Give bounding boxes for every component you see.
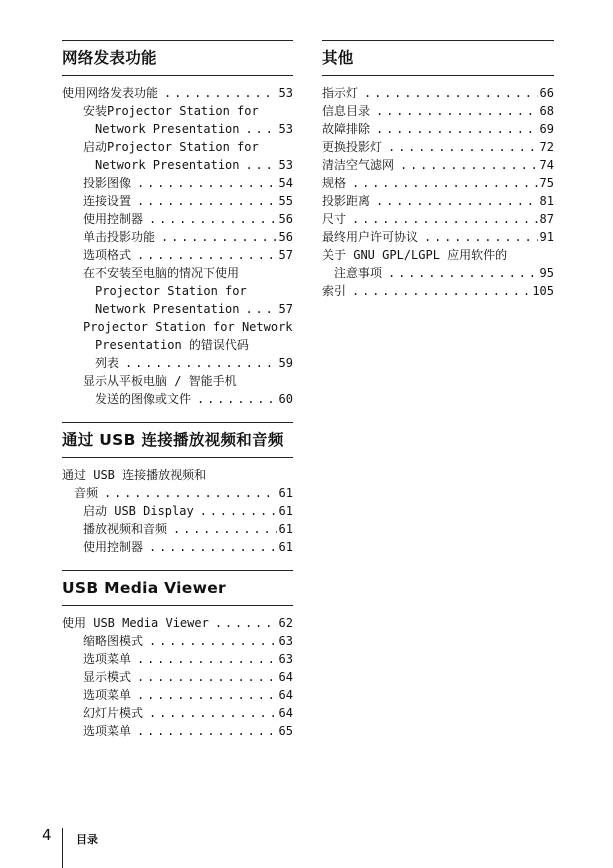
section-title-rule: [62, 457, 293, 458]
toc-entry[interactable]: [62, 246, 293, 264]
toc-right-column: [322, 40, 554, 300]
toc-page-number: 81: [539, 194, 554, 208]
footer-section-label: 目录: [76, 833, 98, 846]
toc-page-number: 64: [278, 688, 293, 702]
toc-page-number: 74: [539, 158, 554, 172]
toc-entry-line: [62, 138, 293, 156]
dot-leader: [137, 668, 277, 686]
section-title-rule: [62, 75, 293, 76]
toc-entry-line: [62, 102, 293, 120]
toc-entry-title: 幻灯片模式: [83, 706, 144, 720]
dot-leader: [149, 210, 277, 228]
toc-entry-line: [322, 84, 554, 102]
toc-entry-title: 连接设置: [83, 194, 132, 208]
toc-entry-line: [62, 538, 293, 556]
toc-entry[interactable]: [62, 318, 293, 372]
toc-entry-line: [62, 650, 293, 668]
dot-leader: [246, 300, 277, 318]
section-top-rule: [62, 570, 293, 571]
section-title-rule: [62, 605, 293, 606]
toc-entry-title: Network Presentation: [95, 302, 240, 316]
toc-entry[interactable]: [322, 192, 554, 210]
toc-entry-title: Network Presentation: [95, 158, 240, 172]
section-title: USB Media Viewer: [62, 579, 226, 597]
toc-entry-title: 选项菜单: [83, 688, 132, 702]
dot-leader: [400, 156, 538, 174]
toc-entry-line: [62, 174, 293, 192]
dot-leader: [376, 192, 538, 210]
toc-entry-line: [62, 372, 293, 390]
toc-entry[interactable]: [322, 138, 554, 156]
toc-entry-title: 播放视频和音频: [83, 522, 168, 536]
toc-entry-line: [62, 722, 293, 740]
section-top-rule: [62, 422, 293, 423]
section-title: 通过 USB 连接播放视频和音频: [62, 431, 284, 449]
dot-leader: [137, 686, 277, 704]
toc-entry-line: [62, 502, 293, 520]
toc-entry[interactable]: [322, 210, 554, 228]
toc-page-number: 61: [278, 504, 293, 518]
toc-entry[interactable]: [62, 632, 293, 650]
toc-entry-line: [322, 192, 554, 210]
toc-section: [322, 40, 554, 300]
toc-entry[interactable]: [62, 210, 293, 228]
toc-page-number: 60: [278, 392, 293, 406]
dot-leader: [149, 538, 277, 556]
toc-page-number: 63: [278, 652, 293, 666]
toc-entry-title: Network Presentation: [95, 122, 240, 136]
section-gap: [62, 556, 293, 570]
section-title-rule: [322, 75, 554, 76]
toc-entry-line: [62, 614, 293, 632]
toc-page-number: 64: [278, 706, 293, 720]
footer-divider: [62, 828, 63, 868]
toc-entry-title: Projector Station for: [95, 284, 247, 298]
toc-entry-title: 显示从平板电脑 / 智能手机: [83, 374, 237, 388]
toc-entry-title: Presentation 的错误代码: [95, 338, 249, 352]
dot-leader: [376, 102, 538, 120]
dot-leader: [137, 246, 277, 264]
toc-entry-line: [322, 156, 554, 174]
toc-page-number: 87: [539, 212, 554, 226]
dot-leader: [388, 264, 538, 282]
dot-leader: [197, 390, 277, 408]
toc-entry[interactable]: [62, 192, 293, 210]
toc-entry-title: 通过 USB 连接播放视频和: [62, 468, 207, 482]
dot-leader: [161, 228, 277, 246]
toc-entry-line: [62, 282, 293, 300]
toc-entry-title: 启动 USB Display: [83, 504, 194, 518]
toc-page-number: 54: [278, 176, 293, 190]
toc-entry-title: 安装Projector Station for: [83, 104, 259, 118]
toc-page-number: 61: [278, 522, 293, 536]
toc-entry[interactable]: [62, 686, 293, 704]
toc-page-number: 69: [539, 122, 554, 136]
toc-page-number: 63: [278, 634, 293, 648]
toc-section: [62, 570, 293, 740]
toc-entry[interactable]: [62, 704, 293, 722]
toc-entry-title: 注意事项: [334, 266, 383, 280]
toc-entry-title: 列表: [95, 356, 120, 370]
dot-leader: [164, 84, 277, 102]
toc-entry-title: 信息目录: [322, 104, 371, 118]
toc-entry[interactable]: [62, 538, 293, 556]
toc-entry[interactable]: [62, 668, 293, 686]
toc-entry[interactable]: [62, 174, 293, 192]
page-number: 4: [42, 826, 52, 844]
toc-entry-line: [62, 668, 293, 686]
toc-page-number: 53: [278, 158, 293, 172]
toc-entry-line: [62, 484, 293, 502]
toc-entry[interactable]: [62, 520, 293, 538]
dot-leader: [388, 138, 538, 156]
dot-leader: [246, 156, 277, 174]
section-gap: [62, 408, 293, 422]
dot-leader: [352, 210, 538, 228]
dot-leader: [364, 84, 538, 102]
toc-entry[interactable]: [62, 372, 293, 408]
toc-entry[interactable]: [62, 264, 293, 318]
toc-entry-line: [322, 174, 554, 192]
toc-left-column: [62, 40, 293, 740]
toc-page-number: 56: [278, 230, 293, 244]
toc-page-number: 57: [278, 302, 293, 316]
dot-leader: [125, 354, 277, 372]
toc-entry-line: [62, 228, 293, 246]
toc-entry-line: [62, 686, 293, 704]
toc-entry-title: 更换投影灯: [322, 140, 383, 154]
toc-entry[interactable]: [322, 174, 554, 192]
section-top-rule: [62, 40, 293, 41]
toc-page-number: 105: [532, 284, 554, 298]
dot-leader: [149, 632, 277, 650]
toc-page-number: 55: [278, 194, 293, 208]
toc-entry-line: [62, 246, 293, 264]
section-title: 网络发表功能: [62, 49, 157, 67]
dot-leader: [424, 228, 538, 246]
toc-entry-title: 投影距离: [322, 194, 371, 208]
toc-entry-title: 指示灯: [322, 86, 359, 100]
dot-leader: [352, 282, 530, 300]
dot-leader: [215, 614, 277, 632]
toc-entry-title: 规格: [322, 176, 347, 190]
toc-entry[interactable]: [322, 228, 554, 246]
toc-entry[interactable]: [62, 502, 293, 520]
toc-page-number: 56: [278, 212, 293, 226]
toc-page-number: 64: [278, 670, 293, 684]
toc-entry-title: 发送的图像或文件: [95, 392, 192, 406]
toc-page-number: 59: [278, 356, 293, 370]
toc-page-number: 72: [539, 140, 554, 154]
toc-entry[interactable]: [322, 84, 554, 102]
toc-page-number: 66: [539, 86, 554, 100]
toc-entry-title: 选项菜单: [83, 652, 132, 666]
toc-entry-line: [62, 264, 293, 282]
toc-entry-title: 使用控制器: [83, 540, 144, 554]
toc-page-number: 53: [278, 86, 293, 100]
toc-entry[interactable]: [62, 614, 293, 632]
toc-page-number: 61: [278, 540, 293, 554]
toc-entry-line: [322, 210, 554, 228]
toc-entry-title: 尺寸: [322, 212, 347, 226]
toc-entry-line: [62, 156, 293, 174]
toc-entry[interactable]: [62, 722, 293, 740]
dot-leader: [200, 502, 277, 520]
toc-entry-title: 投影图像: [83, 176, 132, 190]
section-top-rule: [322, 40, 554, 41]
toc-entry[interactable]: [62, 84, 293, 102]
toc-entry-line: [322, 246, 554, 264]
toc-entry-title: 关于 GNU GPL/LGPL 应用软件的: [322, 248, 508, 262]
toc-entry-title: 清洁空气滤网: [322, 158, 395, 172]
toc-entry[interactable]: [62, 228, 293, 246]
toc-entry-line: [322, 282, 554, 300]
toc-entry-title: Projector Station for Network: [83, 320, 293, 334]
toc-entry[interactable]: [322, 120, 554, 138]
toc-entry-title: 索引: [322, 284, 347, 298]
toc-page-number: 65: [278, 724, 293, 738]
toc-entry[interactable]: [322, 156, 554, 174]
toc-entry-line: [322, 138, 554, 156]
toc-entry-title: 显示模式: [83, 670, 132, 684]
section-title: 其他: [322, 49, 354, 67]
toc-page-number: 91: [539, 230, 554, 244]
toc-entry-line: [62, 354, 293, 372]
toc-entry-line: [62, 300, 293, 318]
toc-entry-title: 选项菜单: [83, 724, 132, 738]
toc-entry-line: [62, 466, 293, 484]
toc-entry-title: 选项格式: [83, 248, 132, 262]
toc-page-number: 95: [539, 266, 554, 280]
toc-entry-title: 故障排除: [322, 122, 371, 136]
toc-entry-title: 启动Projector Station for: [83, 140, 259, 154]
toc-entry-line: [62, 120, 293, 138]
dot-leader: [352, 174, 538, 192]
dot-leader: [137, 192, 277, 210]
toc-entry-title: 最终用户许可协议: [322, 230, 419, 244]
toc-entry[interactable]: [62, 102, 293, 138]
toc-page-number: 62: [278, 616, 293, 630]
toc-entry-line: [62, 336, 293, 354]
toc-entry-line: [62, 632, 293, 650]
toc-page-number: 53: [278, 122, 293, 136]
toc-entry-title: 使用网络发表功能: [62, 86, 159, 100]
toc-page-number: 61: [278, 486, 293, 500]
dot-leader: [173, 520, 277, 538]
toc-entry-title: 单击投影功能: [83, 230, 156, 244]
toc-page-number: 57: [278, 248, 293, 262]
toc-entry[interactable]: [322, 246, 554, 282]
toc-entry-line: [322, 102, 554, 120]
toc-entry-title: 音频: [74, 486, 99, 500]
toc-entry-line: [322, 264, 554, 282]
toc-page-number: 75: [539, 176, 554, 190]
dot-leader: [104, 484, 277, 502]
toc-page-number: 68: [539, 104, 554, 118]
dot-leader: [137, 722, 277, 740]
toc-entry-title: 使用控制器: [83, 212, 144, 226]
toc-entry-line: [322, 120, 554, 138]
toc-entry-line: [62, 390, 293, 408]
dot-leader: [246, 120, 277, 138]
toc-entry-line: [322, 228, 554, 246]
toc-entry-line: [62, 520, 293, 538]
toc-entry-title: 在不安装至电脑的情况下使用: [83, 266, 240, 280]
toc-entry[interactable]: [322, 102, 554, 120]
toc-section: [62, 40, 293, 408]
dot-leader: [137, 174, 277, 192]
toc-entry-line: [62, 210, 293, 228]
toc-entry[interactable]: [322, 282, 554, 300]
toc-entry[interactable]: [62, 138, 293, 174]
toc-entry[interactable]: [62, 466, 293, 502]
toc-entry[interactable]: [62, 650, 293, 668]
toc-entry-title: 使用 USB Media Viewer: [62, 616, 209, 630]
dot-leader: [149, 704, 277, 722]
toc-section: [62, 422, 293, 556]
dot-leader: [137, 650, 277, 668]
toc-entry-line: [62, 84, 293, 102]
toc-entry-line: [62, 192, 293, 210]
toc-entry-line: [62, 318, 293, 336]
dot-leader: [376, 120, 538, 138]
toc-entry-line: [62, 704, 293, 722]
toc-entry-title: 缩略图模式: [83, 634, 144, 648]
